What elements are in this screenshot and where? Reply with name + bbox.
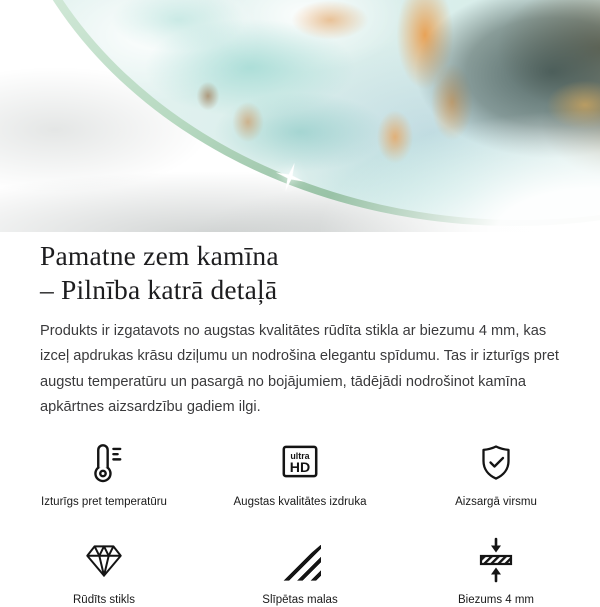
feature-surface-protection xyxy=(398,437,594,509)
feature-label: Biezums 4 mm xyxy=(457,593,535,606)
feature-label: Aizsargā virsmu xyxy=(455,495,537,508)
page-title-line2: – Pilnība katrā detaļā xyxy=(40,274,278,305)
page-title xyxy=(40,239,560,307)
feature-tempered-glass xyxy=(6,535,202,607)
page-title-line1: Pamatne zem kamīna xyxy=(40,240,279,271)
ultra-hd-icon xyxy=(277,439,323,485)
feature-print-quality xyxy=(202,437,398,509)
thermometer-icon xyxy=(81,439,127,485)
feature-thickness xyxy=(398,535,594,607)
feature-polished-edges xyxy=(202,535,398,607)
feature-grid xyxy=(6,437,594,607)
beveled-edges-icon xyxy=(279,545,321,581)
hero-product-image xyxy=(0,0,600,232)
shield-check-icon xyxy=(474,441,518,485)
feature-temperature xyxy=(6,437,202,509)
feature-label: Rūdīts stikls xyxy=(73,593,135,606)
product-description: Produkts ir izgatavots no augstas kvalitātes rūdīta stikla ar biezumu 4 mm, kas izceļ apdrukas krāsu dziļumu un nodrošina elegantu spīdumu. Tas ir izturīgs pret augstu temperatūru un pasargā no bojājumiem, tādējādi nodrošinot kamīna apkārtnes aizsardzību gadiem ilgi. xyxy=(40,323,559,416)
feature-label: Augstas kvalitātes izdruka xyxy=(233,495,367,508)
thickness-icon xyxy=(474,537,518,583)
svg-text:HD: HD xyxy=(289,458,311,475)
svg-text:ultra: ultra xyxy=(290,450,310,461)
feature-label: Izturīgs pret temperatūru xyxy=(41,495,167,508)
feature-label: Slīpētas malas xyxy=(262,593,338,606)
diamond-icon xyxy=(81,539,127,583)
